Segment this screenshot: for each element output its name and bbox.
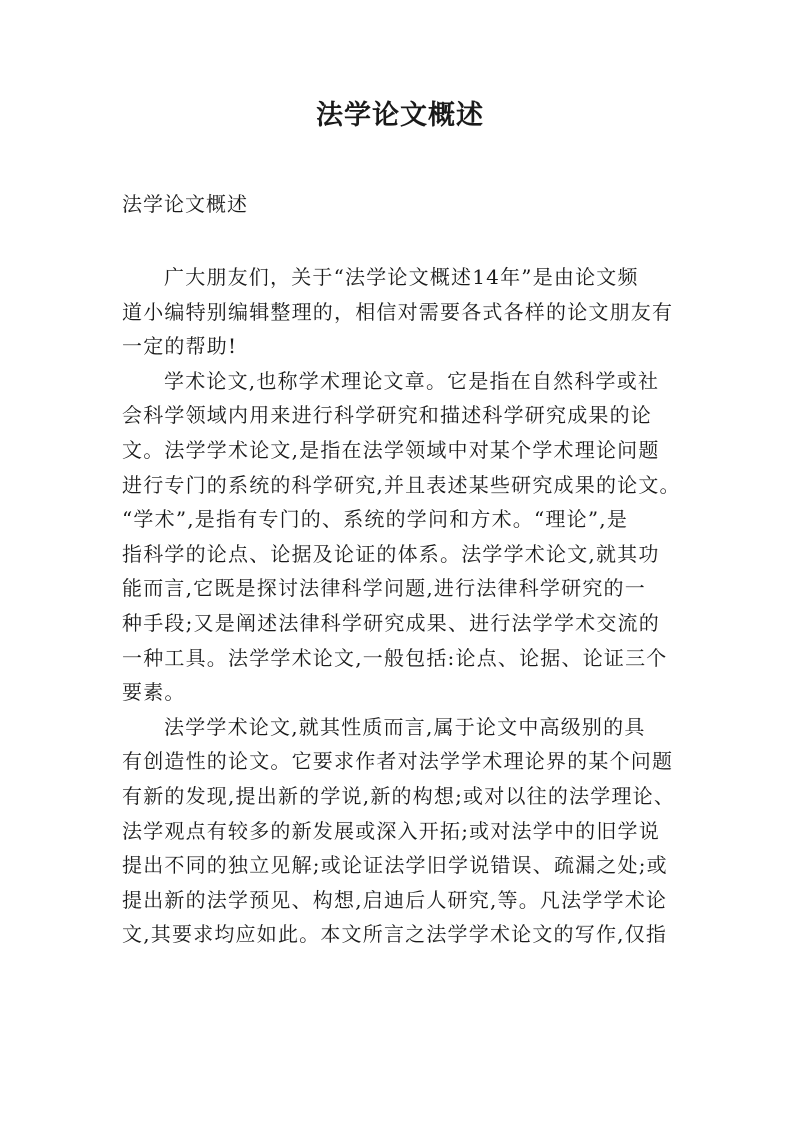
paragraph-line: 广大朋友们，关于“法学论文概述14年”是由论文频 [164, 265, 639, 289]
paragraph-line: 文。法学学术论文,是指在法学领域中对某个学术理论问题 [122, 437, 660, 462]
document-title: 法学论文概述 [316, 100, 484, 131]
paragraph-line: 文,其要求均应如此。本文所言之法学学术论文的写作,仅指 [122, 922, 668, 947]
paragraph-line: 一种工具。法学学术论文,一般包括:论点、论据、论证三个 [122, 645, 668, 670]
paragraph-line: 提出不同的独立见解;或论证法学旧学说错误、疏漏之处;或 [122, 853, 668, 878]
paragraph-line: 要素。 [122, 680, 186, 705]
document-body [122, 260, 722, 952]
paragraph-line: “学术”,是指有专门的、系统的学问和方术。“理论”,是 [122, 507, 629, 532]
paragraph-line: 有创造性的论文。它要求作者对法学学术理论界的某个问题 [122, 749, 674, 774]
paragraph-line: 会科学领域内用来进行科学研究和描述科学研究成果的论 [122, 403, 652, 428]
paragraph-line: 种手段;又是阐述法律科学研究成果、进行法学学术交流的 [122, 610, 660, 635]
paragraph-line: 法学观点有较多的新发展或深入开拓;或对法学中的旧学说 [122, 818, 660, 843]
document-subtitle: 法学论文概述 [122, 192, 248, 216]
paragraph-line: 提出新的法学预见、构想,启迪后人研究,等。凡法学学术论 [122, 887, 668, 912]
paragraph-line: 进行专门的系统的科学研究,并且表述某些研究成果的论文。 [122, 472, 681, 497]
paragraph-line: 道小编特别编辑整理的，相信对需要各式各样的论文朋友有 [122, 299, 674, 324]
paragraph-line: 法学学术论文,就其性质而言,属于论文中高级别的具 [164, 714, 646, 739]
paragraph-line: 指科学的论点、论据及论证的体系。法学学术论文,就其功 [122, 541, 660, 566]
paragraph-line: 能而言,它既是探讨法律科学问题,进行法律科学研究的一 [122, 576, 646, 601]
paragraph-line: 一定的帮助! [122, 334, 238, 359]
paragraph-line: 学术论文,也称学术理论文章。它是指在自然科学或社 [164, 368, 660, 393]
paragraph-line: 有新的发现,提出新的学说,新的构想;或对以往的法学理论、 [122, 783, 676, 808]
